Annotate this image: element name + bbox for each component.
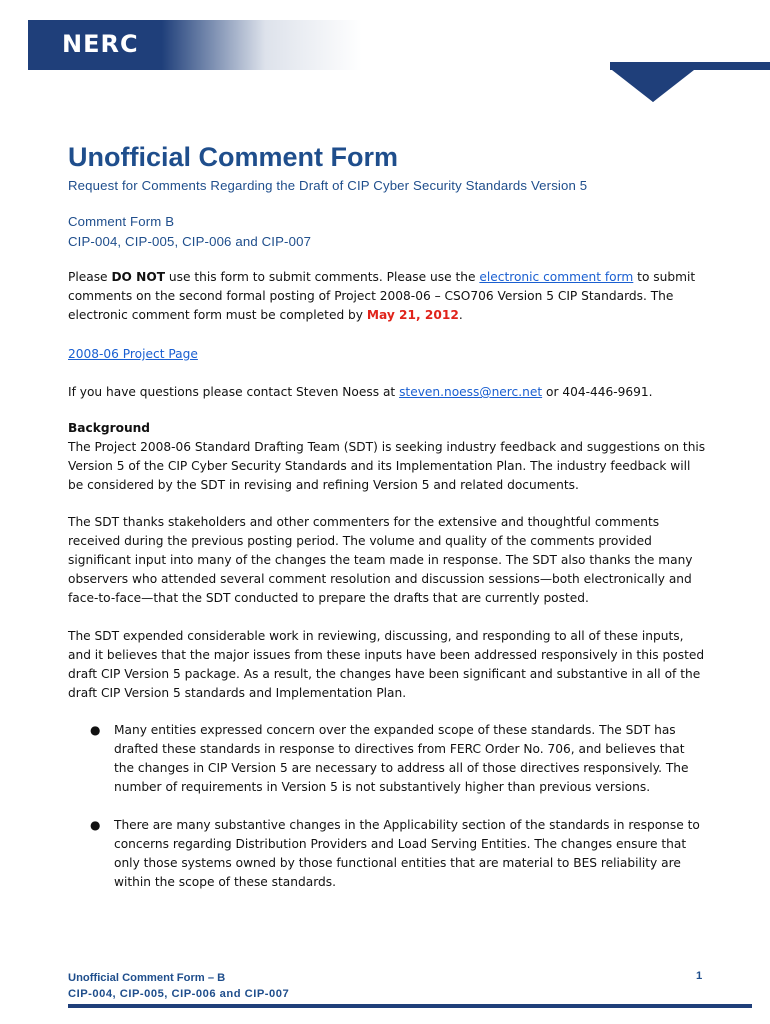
contact-email-link[interactable]: steven.noess@nerc.net xyxy=(399,385,543,399)
nerc-logo: NERC xyxy=(62,30,139,58)
background-paragraph-3: The SDT expended considerable work in reviewing, discussing, and responding to all of these inputs, and it believes that the major issues from these inputs have been addressed responsively in this posted draft CIP Version 5 package. As a result, the changes have been significant and substantive in all of the draft CIP Version 5 standards and Implementation Plan. xyxy=(68,629,705,700)
intro-paragraph: Please DO NOT use this form to submit comments. Please use the electronic comment form to submit comments on the second formal posting of Project 2008-06 – CSO706 Version 5 CIP Standards. The electronic comment form must be completed by May 21, 2012. xyxy=(68,270,696,322)
contact-paragraph: If you have questions please contact Steven Noess at steven.noess@nerc.net or 404-446-9691. xyxy=(68,385,653,399)
background-paragraph-2: The SDT thanks stakeholders and other commenters for the extensive and thoughtful comments received during the previous posting period. The volume and quality of the comments provided significant input into many of the changes the team made in response. The SDT also thanks the many observers who attended several comment resolution and discussion sessions—both electronically and face-to-face—that the SDT conducted to prepare the drafts that are currently posted. xyxy=(68,515,693,605)
list-item: ● Many entities expressed concern over the expanded scope of these standards. The SDT has drafted these standards in response to directives from FERC Order No. 706, and believes that the changes in CIP Version 5 are necessary to address all of those directives responsively. The number of requirements in Version 5 is not substantively higher than previous versions. xyxy=(90,723,689,794)
header-banner xyxy=(0,0,770,102)
footer xyxy=(68,970,289,1002)
project-page-paragraph xyxy=(68,345,708,364)
page-title: Unofficial Comment Form xyxy=(68,142,399,172)
footer-divider xyxy=(68,1004,752,1008)
project-page-link[interactable]: 2008-06 Project Page xyxy=(68,347,198,361)
background-section xyxy=(68,419,708,495)
do-not-emphasis: DO NOT xyxy=(111,270,166,284)
bullet-icon: ● xyxy=(90,723,101,737)
background-heading: Background xyxy=(68,421,151,435)
page-number: 1 xyxy=(696,970,703,982)
footer-cip-line: CIP-004, CIP-005, CIP-006 and CIP-007 xyxy=(68,988,290,1000)
cip-standards-line: CIP-004, CIP-005, CIP-006 and CIP-007 xyxy=(68,234,312,249)
electronic-comment-form-link[interactable]: electronic comment form xyxy=(479,270,634,284)
form-name: Comment Form B xyxy=(68,214,175,229)
background-paragraph-1: The Project 2008-06 Standard Drafting Team (SDT) is seeking industry feedback and suggestions on this Version 5 of the CIP Cyber Security Standards and its Implementation Plan. The industry feedback will be considered by the SDT in revising and refining Version 5 and related documents. xyxy=(68,440,706,492)
deadline-date: May 21, 2012 xyxy=(366,308,459,322)
list-item: ● There are many substantive changes in the Applicability section of the standards in response to concerns regarding Distribution Providers and Load Serving Entities. The changes ensure that only those systems owned by those functional entities that are material to BES reliability are within the scope of these standards. xyxy=(90,818,700,889)
bullet-icon: ● xyxy=(90,818,101,832)
page-subtitle: Request for Comments Regarding the Draft of CIP Cyber Security Standards Version 5 xyxy=(68,178,588,193)
bullet-list xyxy=(68,721,708,892)
footer-title: Unofficial Comment Form – B xyxy=(68,972,226,984)
